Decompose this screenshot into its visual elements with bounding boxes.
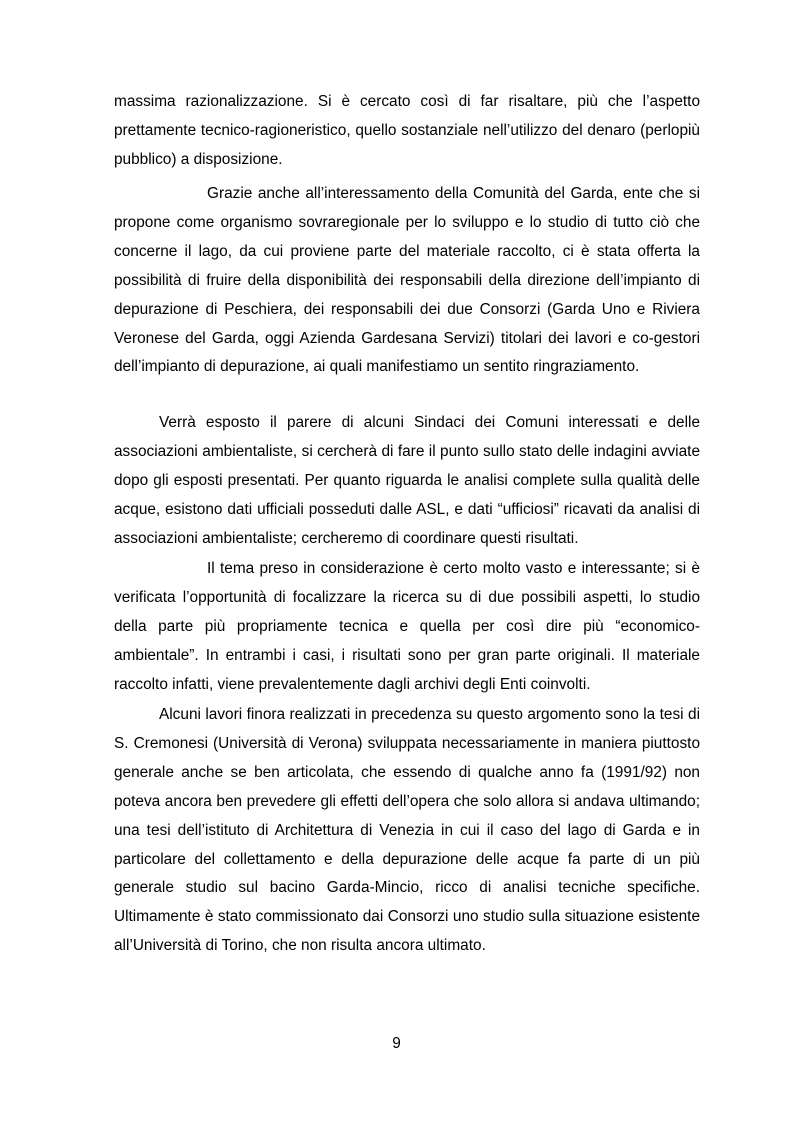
paragraph-5: Alcuni lavori finora realizzati in precedenza su questo argomento sono la tesi di S. Cremonesi (Università di Verona) sviluppata necessariamente in maniera piuttosto generale anche se ben articolata, che essendo di qualche anno fa (1991/92) non poteva ancora ben prevedere gli effetti dell’opera che solo allora si andava ultimando; una tesi dell’istituto di Architettura di Venezia in cui il caso del lago di Garda e in particolare del collettamento e della depurazione delle acque fa parte di un più generale studio sul bacino Garda-Mincio, ricco di analisi tecniche specifiche. Ultimamente è stato commissionato dai Consorzi uno studio sulla situazione esistente all’Università di Torino, che non risulta ancora ultimato. [114,706,700,955]
paragraph-4: Il tema preso in considerazione è certo molto vasto e interessante; si è verificata l’opportunità di focalizzare la ricerca su di due possibili aspetti, lo studio della parte più propriamente tecnica e quella per così dire più “economico-ambientale”. In entrambi i casi, i risultati sono per gran parte originali. Il materiale raccolto infatti, viene prevalentemente dagli archivi degli Enti coinvolti. [114,560,700,693]
page-number: 9 [392,1035,401,1052]
paragraph-2: Grazie anche all’interessamento della Comunità del Garda, ente che si propone come organismo sovraregionale per lo sviluppo e lo studio di tutto ciò che concerne il lago, da cui proviene parte del materiale raccolto, ci è stata offerta la possibilità di fruire della disponibilità dei responsabili della direzione dell’impianto di depurazione di Peschiera, dei responsabili dei due Consorzi (Garda Uno e Riviera Veronese del Garda, oggi Azienda Gardesana Servizi) titolari dei lavori e co-gestori dell’impianto di depurazione, ai quali manifestiamo un sentito ringraziamento. [114,185,700,376]
paragraph-3: Verrà esposto il parere di alcuni Sindaci dei Comuni interessati e delle associazioni ambientaliste, si cercherà di fare il punto sullo stato delle indagini avviate dopo gli esposti presentati. Per quanto riguarda le analisi complete sulla qualità delle acque, esistono dati ufficiali posseduti dalle ASL, e dati “ufficiosi” ricavati da analisi di associazioni ambientaliste; cercheremo di coordinare questi risultati. [114,414,700,547]
paragraph-1: massima razionalizzazione. Si è cercato così di far risaltare, più che l’aspetto prettamente tecnico-ragioneristico, quello sostanziale nell’utilizzo del denaro (perlopiù pubblico) a disposizione. [114,93,700,168]
